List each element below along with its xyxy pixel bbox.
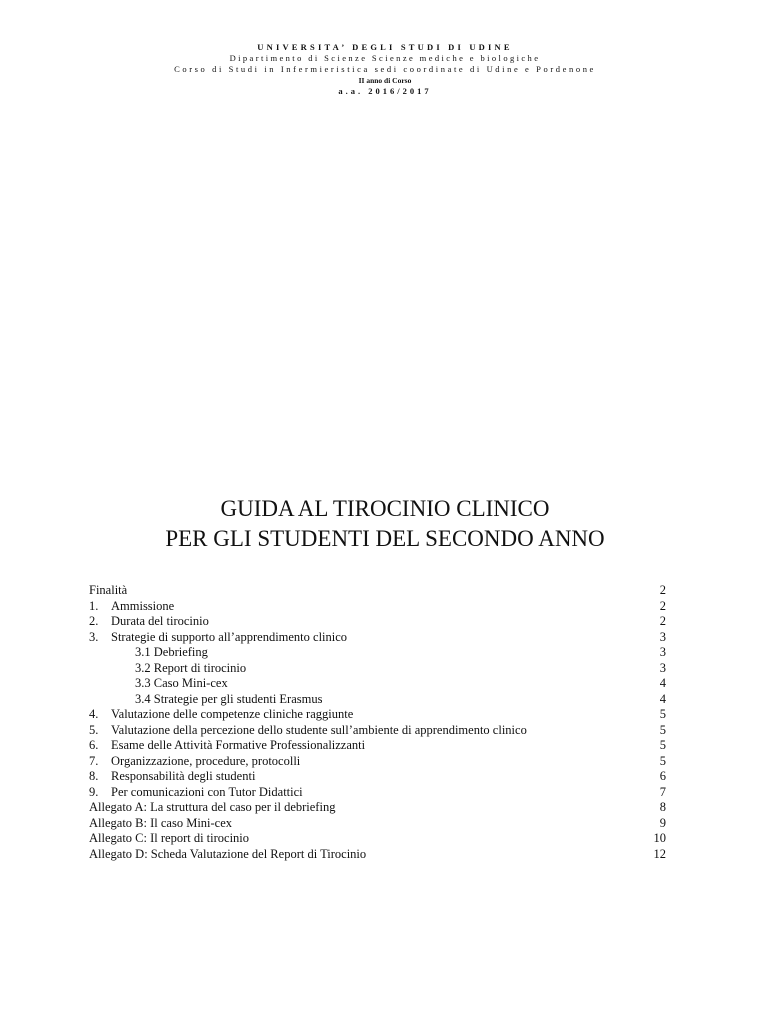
toc-entry bbox=[89, 676, 666, 692]
toc-entry-number: 3. bbox=[89, 629, 99, 644]
toc-entry-label: 3.4 Strategie per gli studenti Erasmus bbox=[135, 691, 323, 706]
toc-entry-label: Allegato A: La struttura del caso per il debriefing bbox=[89, 800, 336, 814]
toc-entry-page: 12 bbox=[653, 846, 666, 861]
toc-entry bbox=[89, 723, 666, 739]
academic-year: a.a. 2016/2017 bbox=[338, 86, 432, 96]
toc-entry-label: Responsabilità degli studenti bbox=[111, 769, 256, 783]
toc-entry-page: 8 bbox=[659, 800, 666, 814]
toc-entry-page: 5 bbox=[659, 738, 666, 752]
toc-entry bbox=[89, 738, 666, 754]
toc-entry bbox=[89, 831, 666, 847]
toc-entry-number: 4. bbox=[89, 707, 99, 721]
toc-entry bbox=[89, 614, 666, 630]
toc-entry-number: 8. bbox=[89, 769, 99, 783]
table-of-contents bbox=[89, 583, 666, 862]
toc-entry-page: 9 bbox=[659, 815, 666, 830]
toc-entry-page: 3 bbox=[659, 629, 666, 644]
toc-entry-page: 2 bbox=[659, 598, 666, 613]
toc-entry-page: 3 bbox=[659, 645, 666, 659]
department-name: Dipartimento di Scienze Scienze mediche e biologiche bbox=[229, 53, 541, 63]
title-line-2: PER GLI STUDENTI DEL SECONDO ANNO bbox=[165, 526, 605, 551]
toc-entry-label: 3.2 Report di tirocinio bbox=[135, 660, 247, 675]
toc-entry-page: 2 bbox=[659, 614, 666, 628]
toc-entry bbox=[89, 583, 666, 599]
toc-entry-label: Valutazione della percezione dello studente sull’ambiente di apprendimento clinico bbox=[111, 722, 527, 737]
toc-entry-label: Valutazione delle competenze cliniche raggiunte bbox=[111, 707, 354, 721]
toc-entry-page: 5 bbox=[659, 707, 666, 721]
toc-entry-number: 9. bbox=[89, 784, 99, 799]
toc-entry-label: 3.1 Debriefing bbox=[135, 645, 208, 659]
toc-entry bbox=[89, 692, 666, 708]
toc-entry bbox=[89, 800, 666, 816]
toc-entry-page: 5 bbox=[659, 722, 666, 737]
toc-entry-label: Esame delle Attività Formative Professionalizzanti bbox=[111, 738, 366, 752]
toc-entry-label: Strategie di supporto all’apprendimento clinico bbox=[111, 629, 348, 644]
toc-entry bbox=[89, 816, 666, 832]
toc-entry bbox=[89, 847, 666, 863]
toc-entry-page: 6 bbox=[659, 769, 666, 783]
toc-entry-page: 3 bbox=[659, 660, 666, 675]
toc-entry-page: 4 bbox=[659, 691, 666, 706]
toc-entry-number: 2. bbox=[89, 614, 99, 628]
year-of-course: II anno di Corso bbox=[358, 76, 412, 85]
title-line-1: GUIDA AL TIROCINIO CLINICO bbox=[220, 496, 550, 521]
toc-entry-label: Ammissione bbox=[111, 598, 175, 613]
toc-entry bbox=[89, 599, 666, 615]
toc-entry-page: 10 bbox=[653, 831, 666, 845]
document-title bbox=[0, 494, 770, 554]
university-name: UNIVERSITA’ DEGLI STUDI DI UDINE bbox=[257, 42, 513, 52]
toc-entry-label: Durata del tirocinio bbox=[111, 614, 209, 628]
toc-entry-label: 3.3 Caso Mini-cex bbox=[135, 676, 228, 690]
toc-entry-page: 2 bbox=[659, 583, 666, 597]
toc-entry-label: Finalità bbox=[89, 583, 128, 597]
toc-entry-page: 4 bbox=[659, 676, 666, 690]
toc-entry-page: 5 bbox=[659, 753, 666, 768]
course-name: Corso di Studi in Infermieristica sedi coordinate di Udine e Pordenone bbox=[174, 64, 596, 74]
toc-entry-label: Per comunicazioni con Tutor Didattici bbox=[111, 784, 303, 799]
toc-entry bbox=[89, 785, 666, 801]
document-header bbox=[0, 42, 770, 97]
toc-entry-label: Organizzazione, procedure, protocolli bbox=[111, 753, 301, 768]
toc-entry-page: 7 bbox=[659, 784, 666, 799]
toc-entry bbox=[89, 630, 666, 646]
toc-entry-label: Allegato C: Il report di tirocinio bbox=[89, 831, 250, 845]
toc-entry-number: 1. bbox=[89, 598, 99, 613]
toc-entry bbox=[89, 769, 666, 785]
toc-entry bbox=[89, 754, 666, 770]
toc-entry bbox=[89, 661, 666, 677]
toc-entry-label: Allegato D: Scheda Valutazione del Report di Tirocinio bbox=[89, 846, 367, 861]
toc-entry-label: Allegato B: Il caso Mini-cex bbox=[89, 815, 233, 830]
toc-entry bbox=[89, 707, 666, 723]
toc-entry-number: 5. bbox=[89, 722, 99, 737]
toc-entry-number: 6. bbox=[89, 738, 99, 752]
toc-entry-number: 7. bbox=[89, 753, 99, 768]
toc-entry bbox=[89, 645, 666, 661]
